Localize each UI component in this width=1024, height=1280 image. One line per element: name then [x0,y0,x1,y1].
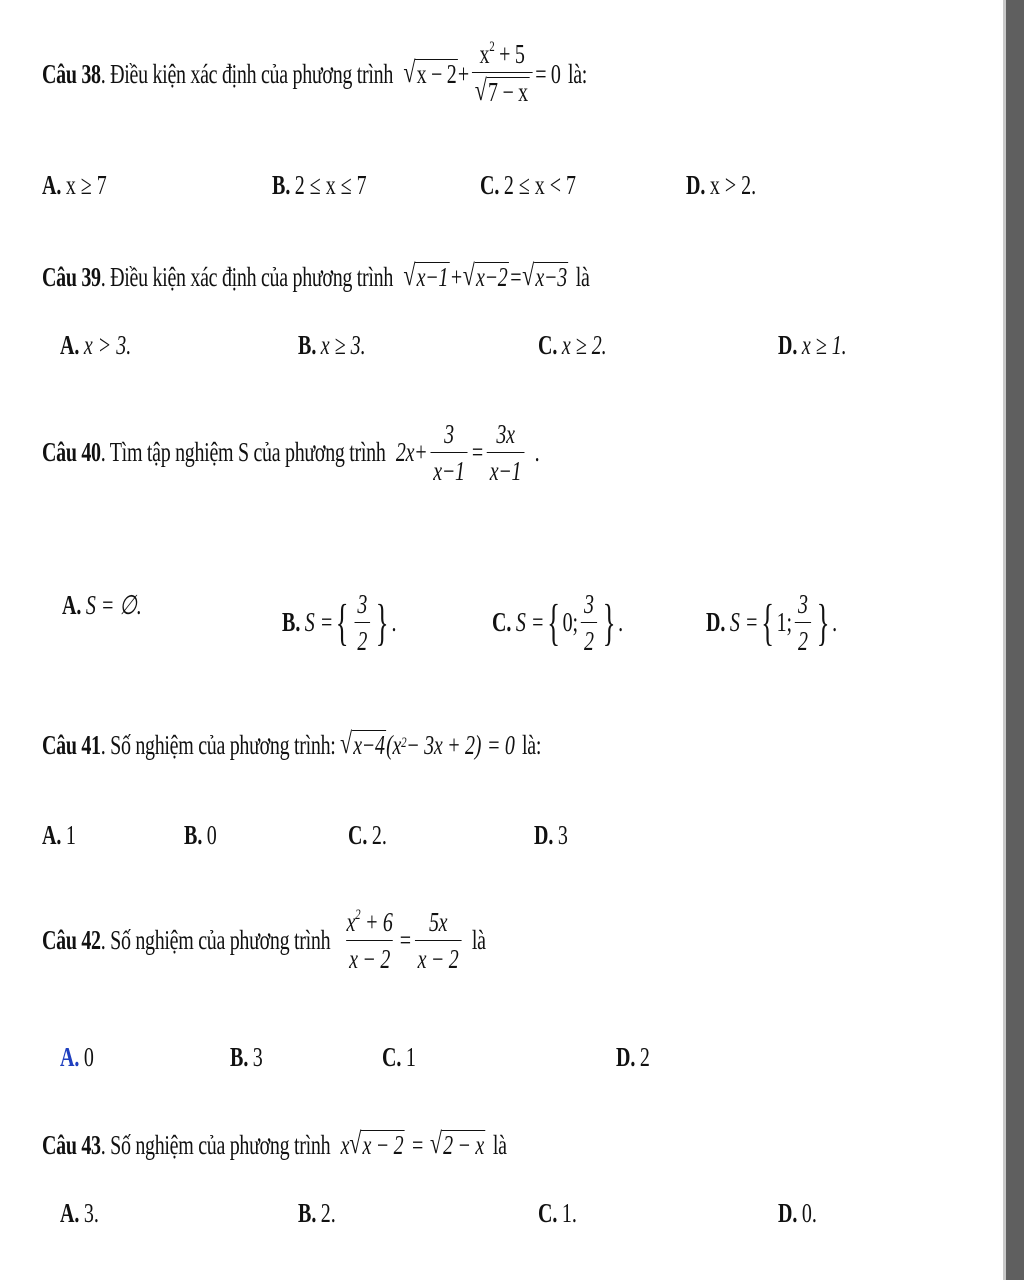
question-43 [42,1130,507,1161]
question-text: . Số nghiệm của phương trình [100,925,331,956]
question-label: Câu 38 [42,58,101,89]
sqrt-expression: √ x − 2 [403,56,457,89]
option-c[interactable]: C. 2. [348,820,387,850]
option-a[interactable]: A. S = ∅. [62,590,142,620]
question-38 [42,40,587,108]
option-d[interactable]: D. x > 2. [686,170,757,200]
question-label: Câu 42 [42,925,101,956]
option-b[interactable]: B. 0 [184,820,217,850]
radical-icon: √ [462,260,475,293]
option-b[interactable]: B. 2. [298,1198,336,1228]
set-braces: { $\frac{3}{2}$ } [335,589,389,657]
radical-icon: √ [403,260,416,293]
question-tail: là [471,925,486,956]
option-c[interactable]: C. S = { 0; $\frac{3}{2}$ } . [492,589,624,657]
radical-icon: √ [349,1128,361,1161]
equation: √ x−1 + √ x−2 = √ x−3 [403,260,567,293]
option-a[interactable]: A. 3. [60,1198,99,1228]
question-40 [42,420,539,486]
question-tail: là: [567,58,588,89]
fraction: $x^2 + 5$ √ 7 − x [472,40,532,108]
set-braces: { 1; $\frac{3}{2}$ } [761,589,830,657]
radical-icon: √ [522,260,534,293]
set-braces: { 0; $\frac{3}{2}$ } [547,589,616,657]
option-b[interactable]: B. 2 ≤ x ≤ 7 [272,170,367,200]
question-label: Câu 43 [42,1130,101,1160]
radical-icon: √ [474,75,487,108]
option-b[interactable]: B. x ≥ 3. [298,330,366,360]
option-d[interactable]: D. S = { 1; $\frac{3}{2}$ } . [706,589,838,657]
equation: x √ x − 2 = √ 2 − x [340,1128,484,1161]
question-text: . Điều kiện xác định của phương trình [100,58,394,89]
equation: √ x−4 ( x 2 − 3x + 2 ) = 0 [339,728,515,761]
equation: $\frac{x^2 + 6}{x - 2}$ = $\frac{5x}{x - 2}$ [341,908,465,974]
question-39 [42,262,590,293]
option-a[interactable]: A. 0 [60,1042,94,1072]
option-d[interactable]: D. 3 [534,820,568,850]
option-a[interactable]: A. x > 3. [60,330,132,360]
question-label: Câu 39 [42,262,101,292]
equation: √ x − 2 + $x^2 + 5$ √ 7 − x = 0 [403,39,561,108]
vertical-scrollbar[interactable] [1006,0,1024,1280]
question-text: . Số nghiệm của phương trình: [100,730,336,760]
option-a[interactable]: A. 1 [42,820,76,850]
option-b[interactable]: B. S = { $\frac{3}{2}$ } . [282,589,397,657]
question-text: . Số nghiệm của phương trình [100,1130,331,1160]
option-d[interactable]: D. 0. [778,1198,817,1228]
option-c[interactable]: C. x ≥ 2. [538,330,607,360]
question-tail: . [534,437,540,468]
option-c[interactable]: C. 1 [382,1042,416,1072]
question-tail: là [492,1130,507,1160]
question-label: Câu 41 [42,730,101,760]
question-42 [42,908,486,974]
option-a[interactable]: A. x ≥ 7 [42,170,107,200]
question-text: . Điều kiện xác định của phương trình [100,262,394,292]
radical-icon: √ [429,1128,442,1161]
radical-icon: √ [403,56,416,89]
equation: 2x+ $\frac{3}{x-1}$ = $\frac{3x}{x-1}$ [396,420,527,486]
option-b[interactable]: B. 3 [230,1042,263,1072]
radical-icon: √ [339,728,352,761]
option-d[interactable]: D. x ≥ 1. [778,330,847,360]
option-d[interactable]: D. 2 [616,1042,650,1072]
question-tail: là [575,262,590,292]
question-41 [42,730,541,761]
question-text: . Tìm tập nghiệm S của phương trình [100,437,386,468]
option-c[interactable]: C. 1. [538,1198,577,1228]
question-label: Câu 40 [42,437,101,468]
question-tail: là: [522,730,542,760]
option-c[interactable]: C. 2 ≤ x < 7 [480,170,577,200]
